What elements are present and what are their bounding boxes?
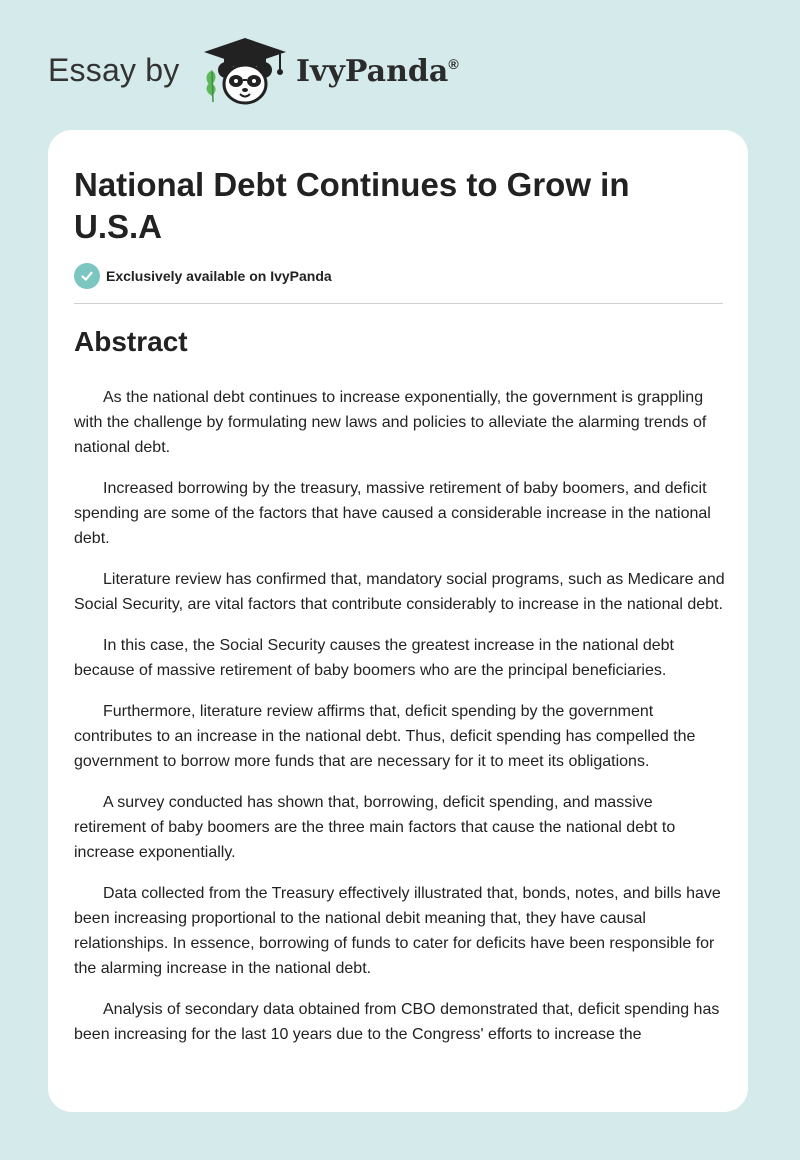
page-title: National Debt Continues to Grow in U.S.A <box>74 166 630 245</box>
abstract-body <box>74 385 726 1063</box>
paragraph: A survey conducted has shown that, borrowing, deficit spending, and massive retirement of baby boomers are the three main factors that cause the national debt to increase exponentially. <box>74 794 676 861</box>
paragraph: Data collected from the Treasury effectively illustrated that, bonds, notes, and bills have been increasing proportional to the national debit meaning that, they have causal relationships. In essence, borrowing of funds to cater for deficits have been responsible for the alarming increase in the national debt. <box>74 885 721 977</box>
paragraph: In this case, the Social Security causes the greatest increase in the national debt because of massive retirement of baby boomers who are the principal beneficiaries. <box>74 637 674 679</box>
paragraph: Analysis of secondary data obtained from CBO demonstrated that, deficit spending has been increasing for the last 10 years due to the Congress' efforts to increase the <box>74 1001 720 1043</box>
checkmark-icon <box>74 263 100 289</box>
registered-mark: ® <box>448 56 459 72</box>
paragraph: As the national debt continues to increase exponentially, the government is grappling with the challenge by formulating new laws and policies to alleviate the alarming trends of national debt. <box>74 389 707 456</box>
essay-by-label: Essay by <box>48 52 180 88</box>
essay-card <box>48 130 748 1112</box>
divider <box>74 303 723 304</box>
brand-text: IvyPanda <box>296 54 449 89</box>
exclusive-badge <box>74 263 332 289</box>
site-header <box>48 36 748 116</box>
brand-name[interactable] <box>296 54 459 89</box>
paragraph: Literature review has confirmed that, mandatory social programs, such as Medicare and Social Security, are vital factors that contribute considerably to increase in the national debt. <box>74 571 725 613</box>
paragraph: Furthermore, literature review affirms that, deficit spending by the government contributes to an increase in the national debt. Thus, deficit spending has compelled the government to borrow more funds that are necessary for it to meet its obligations. <box>74 703 696 770</box>
paragraph: Increased borrowing by the treasury, massive retirement of baby boomers, and deficit spending are some of the factors that have caused a considerable increase in the national debt. <box>74 480 711 547</box>
panda-logo-icon[interactable] <box>200 36 290 108</box>
badge-label: Exclusively available on IvyPanda <box>106 268 332 284</box>
section-heading-abstract: Abstract <box>74 326 188 357</box>
